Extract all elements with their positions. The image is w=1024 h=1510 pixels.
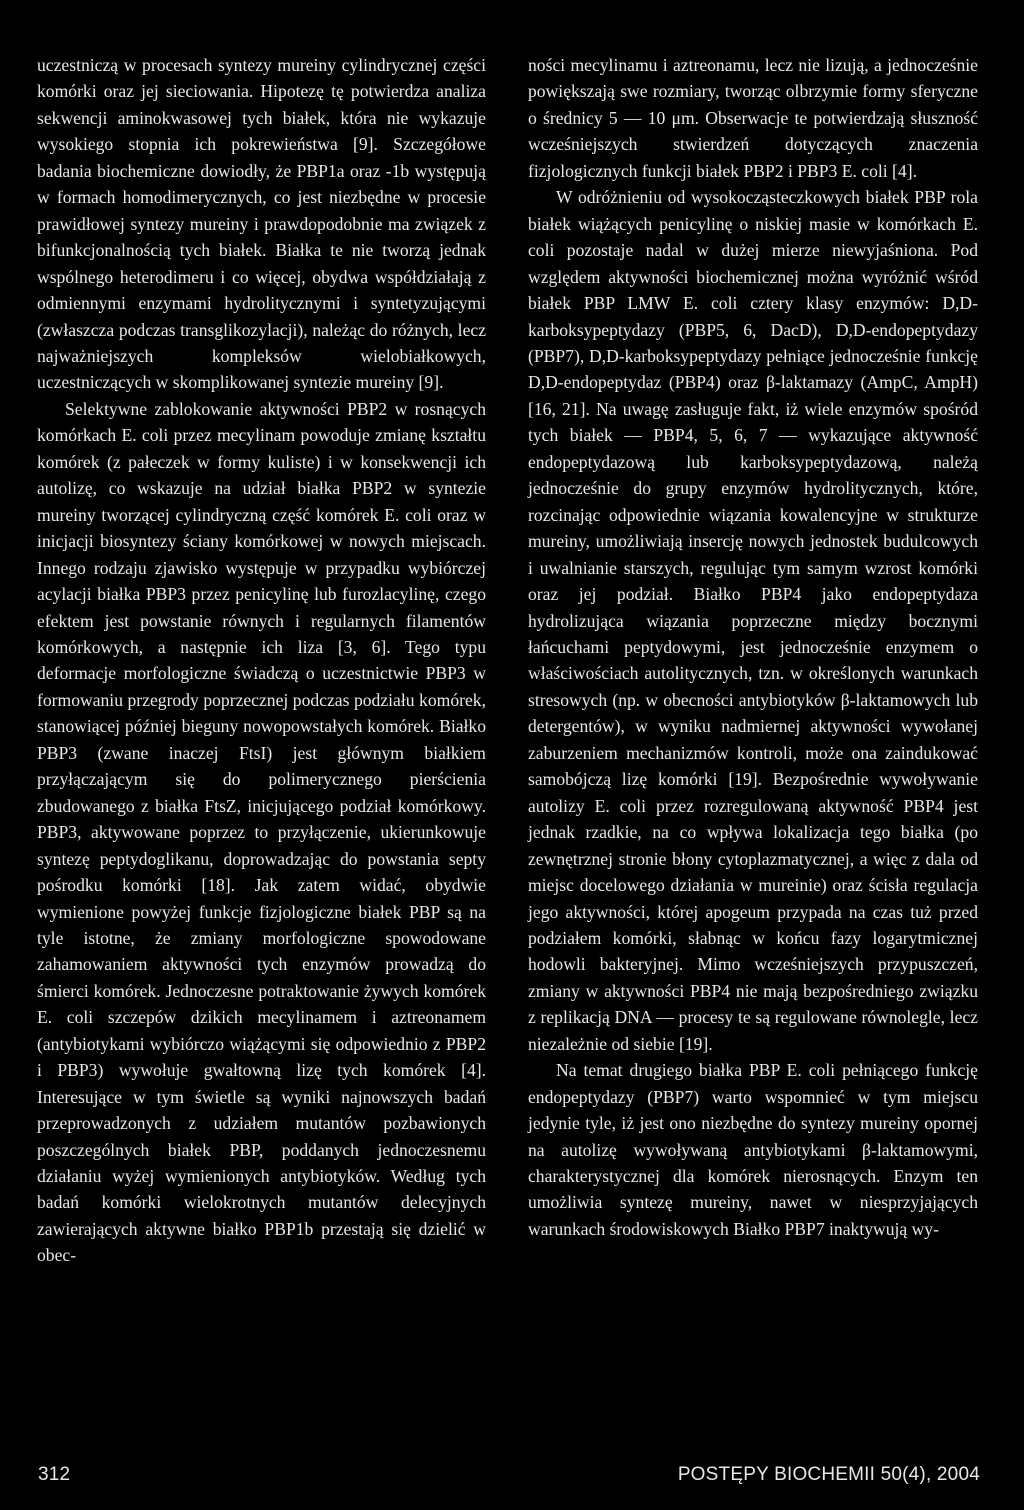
- right-column: [528, 52, 978, 1242]
- paragraph-right-1: ności mecylinamu i aztreonamu, lecz nie lizują, a jednocześnie powiększają swe rozmiary, tworząc olbrzymie formy sferyczne o średnicy 5 — 10 μm. Obserwacje te potwierdzają słuszność wcześniejszych stwierdzeń dotyczących znaczenia fizjologicznych funkcji białek PBP2 i PBP3 E. coli [4].: [528, 55, 978, 181]
- paragraph-left-1: uczestniczą w procesach syntezy mureiny cylindrycznej części komórki oraz jej sieciowania. Hipotezę tę potwierdza analiza sekwencji aminokwasowej tych białek, która nie wykazuje wysokiego stopnia ich pokrewieństwa [9]. Szczegółowe badania biochemiczne dowiodły, że PBP1a oraz -1b występują w formach homodimerycznych, co jest niezbędne w procesie prawidłowej syntezy mureiny i prawdopodobnie ma związek z bifunkcjonalnością tych białek. Białka te nie tworzą jednak wspólnego heterodimeru i co więcej, obydwa współdziałają z odmiennymi enzymami hydrolitycznymi i syntetyzującymi (zwłaszcza podczas transglikozylacji), należąc do różnych, lecz najważniejszych kompleksów wielobiałkowych, uczestniczących w skomplikowanej syntezie mureiny [9].: [37, 55, 486, 393]
- paragraph-left-2: Selektywne zablokowanie aktywności PBP2 w rosnących komórkach E. coli przez mecylinam powoduje zmianę kształtu komórek (z pałeczek w formy kuliste) i w konsekwencji ich autolizę, co wskazuje na udział białka PBP2 w syntezie mureiny tworzącej cylindryczną część komórek E. coli oraz w inicjacji biosyntezy ściany komórkowej w nowych miejscach. Innego rodzaju zjawisko występuje w przypadku wybiórczej acylacji białka PBP3 przez penicylinę lub furozlacylinę, czego efektem jest powstanie równych i regularnych filamentów komórkowych, a następnie ich liza [3, 6]. Tego typu deformacje morfologiczne świadczą o uczestnictwie PBP3 w formowaniu przegrody poprzecznej podczas podziału komórek, stanowiącej później bieguny nowopowstałych komórek. Białko PBP3 (zwane inaczej FtsI) jest głównym białkiem przyłączającym się do polimerycznego pierścienia zbudowanego z białka FtsZ, inicjującego podział komórkowy. PBP3, aktywowane poprzez to przyłączenie, ukierunkowuje syntezę peptydoglikanu, doprowadzając do powstania septy pośrodku komórki [18]. Jak zatem widać, obydwie wymienione powyżej funkcje fizjologiczne białek PBP są na tyle istotne, że zmiany morfologiczne spowodowane zahamowaniem aktywności tych enzymów prowadzą do śmierci komórek. Jednoczesne potraktowanie żywych komórek E. coli szczepów dzikich mecylinamem i aztreonamem (antybiotykami wybiórczo wiążącymi się odpowiednio z PBP2 i PBP3) wywołuje gwałtowną lizę tych komórek [4]. Interesujące w tym świetle są wyniki najnowszych badań przeprowadzonych z udziałem mutantów pozbawionych poszczególnych białek PBP, poddanych jednoczesnemu działaniu wyżej wymienionych antybiotyków. Według tych badań komórki wielokrotnych mutantów delecyjnych zawierających aktywne białko PBP1b przestają się dzielić w obec-: [37, 398, 486, 1266]
- paragraph-right-2: W odróżnieniu od wysokocząsteczkowych białek PBP rola białek wiążących penicylinę o niskiej masie w komórkach E. coli pozostaje nadal w dużej mierze niewyjaśniona. Pod względem aktywności biochemicznej można wyróżnić wśród białek PBP LMW E. coli cztery klasy enzymów: D,D-karboksypeptydazy (PBP5, 6, DacD), D,D-endopeptydazy (PBP7), D,D-karboksypeptydazy pełniące jednocześnie funkcję D,D-endopeptydaz (PBP4) oraz β-laktamazy (AmpC, AmpH) [16, 21]. Na uwagę zasługuje fakt, iż wiele enzymów spośród tych białek — PBP4, 5, 6, 7 — wykazujące aktywność endopeptydazową lub karboksypeptydazową, należą jednocześnie do grupy enzymów hydrolitycznych, które, rozcinając odpowiednie wiązania kowalencyjne w strukturze mureiny, umożliwiają insercję nowych jednostek budulcowych i uwalnianie starszych, regulując tym samym wzrost komórki oraz jej podział. Białko PBP4 jako endopeptydaza hydrolizująca wiązania poprzeczne między bocznymi łańcuchami peptydowymi, jest jednocześnie enzymem o właściwościach autolitycznych, tzn. w określonych warunkach stresowych (np. w obecności antybiotyków β-laktamowych lub detergentów), w wyniku nadmiernej aktywności wywołanej zaburzeniem mechanizmów kontroli, może ona zaindukować samobójczą lizę komórki [19]. Bezpośrednie wywoływanie autolizy E. coli przez rozregulowaną aktywność PBP4 jest jednak rzadkie, na co wpływa lokalizacja tego białka (po zewnętrznej stronie błony cytoplazmatycznej, a więc z dala od miejsc docelowego działania w mureinie) oraz ścisła regulacja jego aktywności, której apogeum przypada na czas tuż przed podziałem komórki, słabnąc w końcu fazy logarytmicznej hodowli bakteryjnej. Mimo wcześniejszych przypuszczeń, zmiany w aktywności PBP4 nie mają bezpośredniego związku z replikacją DNA — procesy te są regulowane równolegle, lecz niezależnie od siebie [19].: [528, 187, 978, 1054]
- paragraph-right-3: Na temat drugiego białka PBP E. coli pełniącego funkcję endopeptydazy (PBP7) warto wspomnieć w tym miejscu jedynie tyle, iż jest ono niezbędne do syntezy mureiny opornej na autolizę wywoływaną antybiotykami β-laktamowymi, charakterystycznej dla komórek nierosnących. Enzym ten umożliwia syntezę mureiny, nawet w niesprzyjających warunkach środowiskowych Białko PBP7 inaktywują wy-: [528, 1060, 978, 1239]
- page-number: 312: [38, 1464, 71, 1485]
- left-column: [37, 52, 486, 1269]
- journal-reference: POSTĘPY BIOCHEMII 50(4), 2004: [677, 1464, 980, 1485]
